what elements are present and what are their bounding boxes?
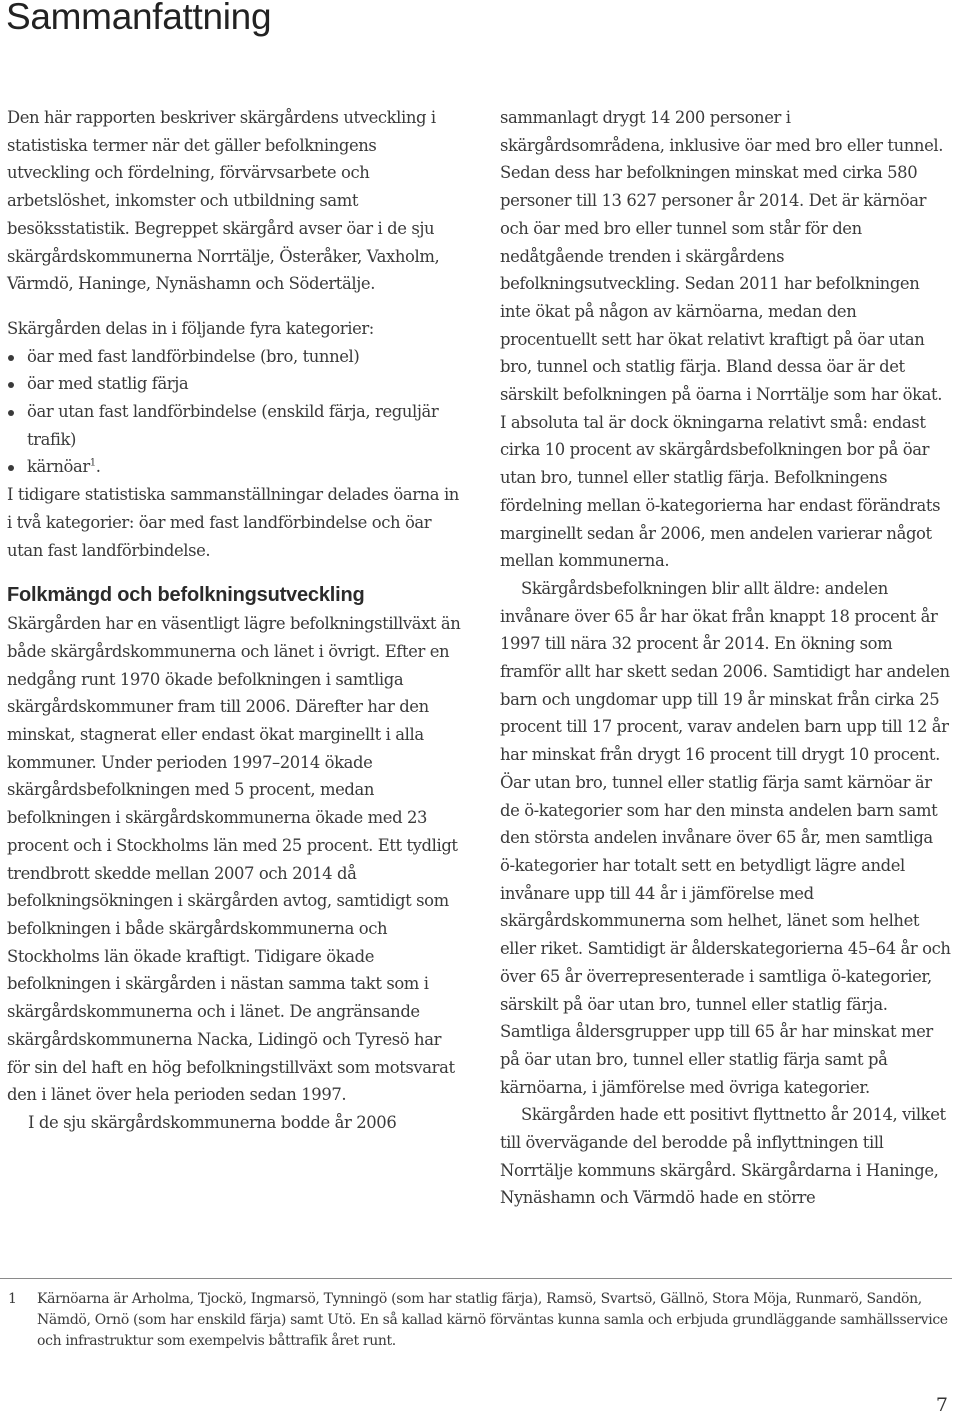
page-title: Sammanfattning xyxy=(6,0,272,37)
page-number: 7 xyxy=(935,1394,948,1416)
list-item-text: kärnöar xyxy=(27,457,90,477)
footnote-number: 1 xyxy=(8,1291,17,1307)
population-paragraph: Skärgården har en väsentligt lägre befolkningstillväxt än både skärgårdskommunerna och länet i övrigt. Efter en nedgång runt 1970 ökade befolkningen i samtliga skärgårdskommuner fram till 2006. Därefter har den minskat, stagnerat eller endast ökat marginellt i alla kommuner. Under perioden 1997–2014 ökade skärgårdsbefolkningen med 5 procent, medan befolkningen i skärgårdskommunerna ökade med 23 procent och i Stockholms län med 25 procent. Ett tydligt trendbrott skedde mellan 2007 och 2014 då befolkningsökningen i skärgården avtog, samtidigt som befolkningen i både skärgårdskommunerna och Stockholms län ökade kraftigt. Tidigare ökade befolkningen i skärgården i nästan samma takt som i skärgårdskommunerna och i länet. De angränsande skärgårdskommunerna Nacka, Lidingö och Tyresö har för sin del haft en hög befolkningstillväxt som motsvarat den i länet över hela perioden sedan 1997. xyxy=(7,614,461,1105)
list-item xyxy=(7,453,462,481)
right-paragraph-2: Skärgårdsbefolkningen blir allt äldre: andelen invånare över 65 år har ökat från knappt 18 procent år 1997 till nära 32 procent år 2014. En ökning som framför allt har skett sedan 2006. Samtidigt har andelen barn och ungdomar upp till 19 år minskat från cirka 25 procent till 17 procent, varav andelen barn upp till 12 år har minskat från drygt 16 procent till drygt 10 procent. Öar utan bro, tunnel eller statlig färja samt kärnöar är de ö-kategorier som har den minsta andelen barn samt den största andelen invånare över 65 år, men samtliga ö-kategorier har totalt sett en betydligt lägre andel invånare upp till 44 år i jämförelse med skärgårdskommunerna som helhet, länet som helhet eller riket. Samtidigt är ålderskategorierna 45–64 år och över 65 år överrepresenterade i samtliga ö-kategorier, särskilt på öar utan bro, tunnel eller statlig färja. Samtliga åldersgrupper upp till 65 år har minskat mer på öar utan bro, tunnel eller statlig färja samt på kärnöarna, i jämförelse med övriga kategorier. xyxy=(500,578,951,1097)
footnote xyxy=(0,1289,952,1352)
earlier-categories-paragraph: I tidigare statistiska sammanställningar delades öarna in i två kategorier: öar med fast landförbindelse och öar utan fast landförbindelse. xyxy=(7,485,459,560)
right-paragraph-1: sammanlagt drygt 14 200 personer i skärgårdsområdena, inklusive öar med bro eller tunnel. Sedan dess har befolkningen minskat med cirka 580 personer till 13 627 personer år 2014. Det är kärnöar och öar med bro eller tunnel som står för den nedåtgående trenden i skärgårdens befolkningsutveckling. Sedan 2011 har befolkningen inte ökat på någon av kärnöarna, medan den procentuellt sett har ökat relativt kraftigt på öar utan bro, tunnel och statlig färja. Bland dessa öar är det särskilt befolkningen på öarna i Norrtälje som har ökat. I absoluta tal är dock ökningarna relativt små: endast cirka 10 procent av skärgårdsbefolkningen bor på öar utan bro, tunnel eller statlig färja. Befolkningens fördelning mellan ö-kategorierna har endast förändrats marginellt sedan år 2006, men andelen varierar något mellan kommunerna. xyxy=(500,108,944,571)
list-item-suffix: . xyxy=(95,457,101,477)
right-column xyxy=(500,104,952,1212)
intro-paragraph: Den här rapporten beskriver skärgårdens utveckling i statistiska termer när det gäller befolkningens utveckling och fördelning, förvärvsarbete och arbetslöshet, inkomster och utbildning samt besöksstatistik. Begreppet skärgård avser öar i de sju skärgårdskommunerna Norrtälje, Österåker, Vaxholm, Värmdö, Haninge, Nynäshamn och Södertälje. xyxy=(7,108,440,294)
right-paragraph-3: Skärgården hade ett positivt flyttnetto år 2014, vilket till övervägande del berodde på inflyttningen till Norrtälje kommuns skärgård. Skärgårdarna i Haninge, Nynäshamn och Värmdö hade en större xyxy=(500,1105,946,1208)
category-list xyxy=(7,343,462,482)
footnote-text: Kärnöarna är Arholma, Tjockö, Ingmarsö, Tynningö (som har statlig färja), Ramsö, Svartsö, Gällnö, Stora Möja, Runmarö, Sandön, Nämdö, Ornö (som har enskild färja) samt Utö. En så kallad kärnö förväntas kunna samla och erbjuda grundläggande samhällsservice och infrastruktur som exempelvis båttrafik året runt. xyxy=(37,1291,948,1349)
list-item: öar med statlig färja xyxy=(7,370,462,398)
left-column xyxy=(7,104,462,1137)
list-item: öar utan fast landförbindelse (enskild färja, reguljär trafik) xyxy=(7,398,462,453)
list-item: öar med fast landförbindelse (bro, tunnel) xyxy=(7,343,462,371)
footnote-reference[interactable]: 1 xyxy=(89,457,96,469)
population-paragraph-continued: I de sju skärgårdskommunerna bodde år 2006 xyxy=(28,1112,397,1132)
categories-intro: Skärgården delas in i följande fyra kategorier: xyxy=(7,318,374,338)
footnote-divider xyxy=(0,1278,952,1279)
section-heading: Folkmängd och befolkningsutveckling xyxy=(7,584,365,607)
